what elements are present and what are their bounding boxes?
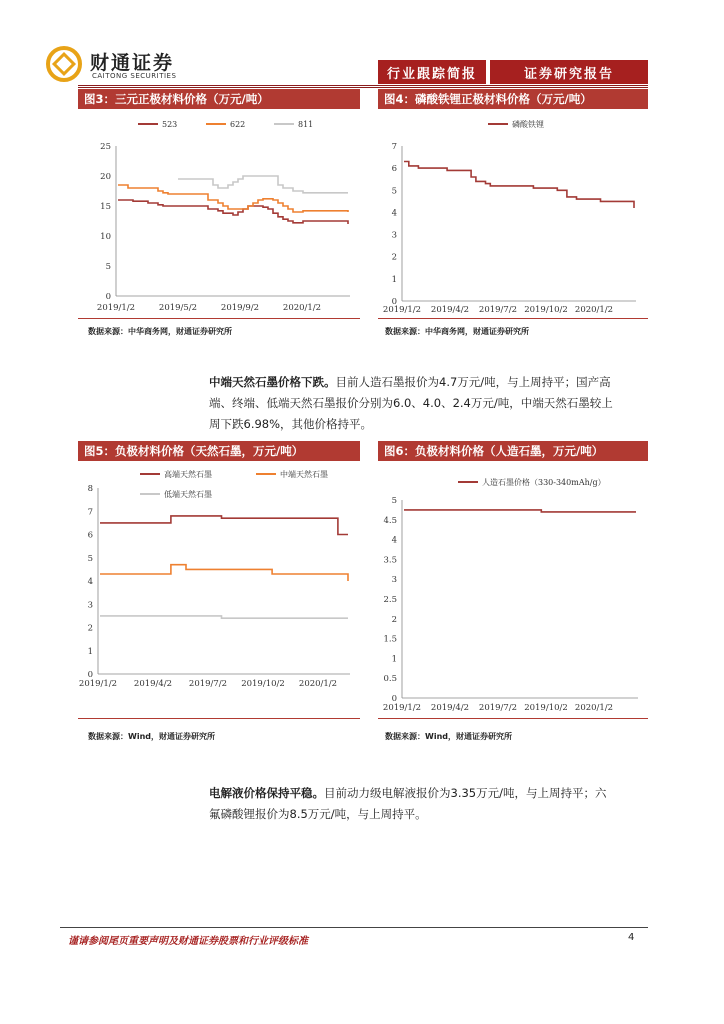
legend-label-0: 523 (162, 120, 178, 129)
fig5-chart (78, 462, 360, 718)
header-divider (78, 85, 648, 86)
y-tick-label: 2 (391, 614, 397, 625)
electrolyte-line1: 目前动力级电解液报价为3.35万元/吨，与上周持平；六 (324, 786, 607, 800)
fig4-chart (378, 110, 648, 318)
x-tick-label: 2019/1/2 (382, 305, 422, 315)
x-tick-label: 2020/1/2 (574, 703, 614, 713)
y-tick-label: 3 (87, 600, 93, 611)
graphite-heading: 中端天然石墨价格下跌。 (209, 375, 336, 389)
y-tick-label: 7 (87, 507, 93, 518)
legend-label-2: 低端天然石墨 (164, 490, 212, 499)
electrolyte-line2: 氟磷酸锂报价为8.5万元/吨，与上周持平。 (209, 807, 427, 821)
y-tick-label: 1.5 (383, 634, 397, 645)
fig5-source: 数据来源：Wind，财通证券研究所 (88, 732, 215, 741)
series-line-1 (100, 565, 348, 581)
fig4-rule (378, 318, 648, 319)
y-tick-label: 4 (391, 208, 397, 219)
legend-label-0: 人造石墨价格（330-340mAh/g） (482, 478, 606, 487)
fig3-chart (78, 110, 360, 318)
x-tick-label: 2019/4/2 (133, 679, 173, 689)
y-tick-label: 2.5 (383, 595, 397, 605)
y-tick-label: 4.5 (383, 515, 397, 526)
y-tick-label: 5 (391, 496, 397, 506)
y-tick-label: 15 (100, 202, 111, 212)
graphite-line2: 端、终端、低端天然石墨报价分别为6.0、4.0、2.4万元/吨，中端天然石墨较上 (209, 396, 613, 410)
x-tick-label: 2019/10/2 (524, 703, 568, 713)
series-line-0 (100, 516, 348, 535)
fig4-title: 图4：磷酸铁锂正极材料价格（万元/吨） (378, 89, 648, 109)
fig6-title: 图6：负极材料价格（人造石墨，万元/吨） (378, 441, 648, 461)
x-tick-label: 2019/7/2 (478, 305, 518, 315)
x-tick-label: 2020/1/2 (574, 305, 614, 315)
electrolyte-heading: 电解液价格保持平稳。 (209, 786, 324, 800)
x-tick-label: 2019/1/2 (78, 679, 118, 689)
x-tick-label: 2019/1/2 (382, 703, 422, 713)
legend-label-0: 高端天然石墨 (164, 470, 212, 479)
footer-divider (60, 927, 648, 928)
fig3-source: 数据来源：中华商务网，财通证券研究所 (88, 327, 232, 336)
y-tick-label: 0 (391, 694, 397, 704)
y-tick-label: 4 (87, 577, 93, 587)
graphite-line1: 目前人造石墨报价为4.7万元/吨，与上周持平；国产高 (335, 375, 611, 389)
logo-text: 财通证券 (90, 52, 175, 74)
y-tick-label: 1 (87, 646, 93, 657)
y-tick-label: 5 (391, 186, 397, 197)
logo-icon (46, 46, 82, 82)
y-tick-label: 0 (87, 670, 93, 680)
y-tick-label: 25 (100, 142, 111, 152)
fig5-title: 图5：负极材料价格（天然石墨，万元/吨） (78, 441, 360, 461)
y-tick-label: 10 (100, 232, 111, 242)
y-tick-label: 6 (87, 530, 93, 541)
y-tick-label: 0 (105, 292, 111, 302)
y-tick-label: 4 (391, 535, 397, 546)
series-line-1 (118, 185, 348, 212)
y-tick-label: 3.5 (383, 555, 397, 566)
fig6-source: 数据来源：Wind，财通证券研究所 (385, 732, 512, 741)
y-tick-label: 3 (391, 230, 397, 241)
footer-disclaimer: 谨请参阅尾页重要声明及财通证券股票和行业评级标准 (68, 936, 308, 947)
y-tick-label: 0.5 (383, 674, 397, 685)
report-category-tag: 证券研究报告 (490, 60, 648, 84)
series-line-0 (404, 162, 634, 209)
x-tick-label: 2019/9/2 (220, 303, 260, 313)
series-line-0 (118, 200, 348, 224)
legend-label-2: 811 (298, 120, 314, 129)
y-tick-label: 0 (391, 297, 397, 307)
x-tick-label: 2019/10/2 (241, 679, 285, 689)
fig3-rule (78, 318, 360, 319)
x-tick-label: 2019/7/2 (188, 679, 228, 689)
y-tick-label: 20 (100, 172, 111, 182)
y-tick-label: 2 (391, 252, 397, 263)
y-tick-label: 8 (87, 484, 93, 494)
y-tick-label: 2 (87, 623, 93, 634)
fig3-title: 图3：三元正极材料价格（万元/吨） (78, 89, 360, 109)
y-tick-label: 1 (391, 654, 397, 665)
y-tick-label: 7 (391, 142, 397, 152)
page-number: 4 (628, 932, 635, 943)
legend-label-1: 622 (230, 120, 246, 129)
graphite-paragraph (209, 372, 647, 435)
x-tick-label: 2019/1/2 (96, 303, 136, 313)
header-divider-2 (78, 87, 648, 88)
x-tick-label: 2019/4/2 (430, 305, 470, 315)
y-tick-label: 3 (391, 575, 397, 586)
series-line-0 (404, 510, 636, 512)
fig4-source: 数据来源：中华商务网，财通证券研究所 (385, 327, 529, 336)
x-tick-label: 2019/5/2 (158, 303, 198, 313)
series-line-2 (178, 176, 348, 193)
fig5-rule (78, 718, 360, 719)
x-tick-label: 2020/1/2 (282, 303, 322, 313)
fig6-rule (378, 718, 648, 719)
y-tick-label: 1 (391, 274, 397, 285)
report-type-tag: 行业跟踪简报 (378, 60, 486, 84)
y-tick-label: 5 (87, 553, 93, 564)
y-tick-label: 6 (391, 164, 397, 175)
electrolyte-paragraph (209, 783, 647, 825)
x-tick-label: 2019/10/2 (524, 305, 568, 315)
graphite-line3: 周下跌6.98%，其他价格持平。 (209, 417, 373, 431)
series-line-2 (100, 616, 348, 618)
legend-label-1: 中端天然石墨 (280, 470, 328, 479)
x-tick-label: 2019/7/2 (478, 703, 518, 713)
legend-label-0: 磷酸铁锂 (512, 120, 544, 129)
y-tick-label: 5 (105, 262, 111, 272)
x-tick-label: 2019/4/2 (430, 703, 470, 713)
fig6-chart (378, 462, 648, 718)
x-tick-label: 2020/1/2 (298, 679, 338, 689)
logo-subtext: CAITONG SECURITIES (92, 72, 177, 80)
